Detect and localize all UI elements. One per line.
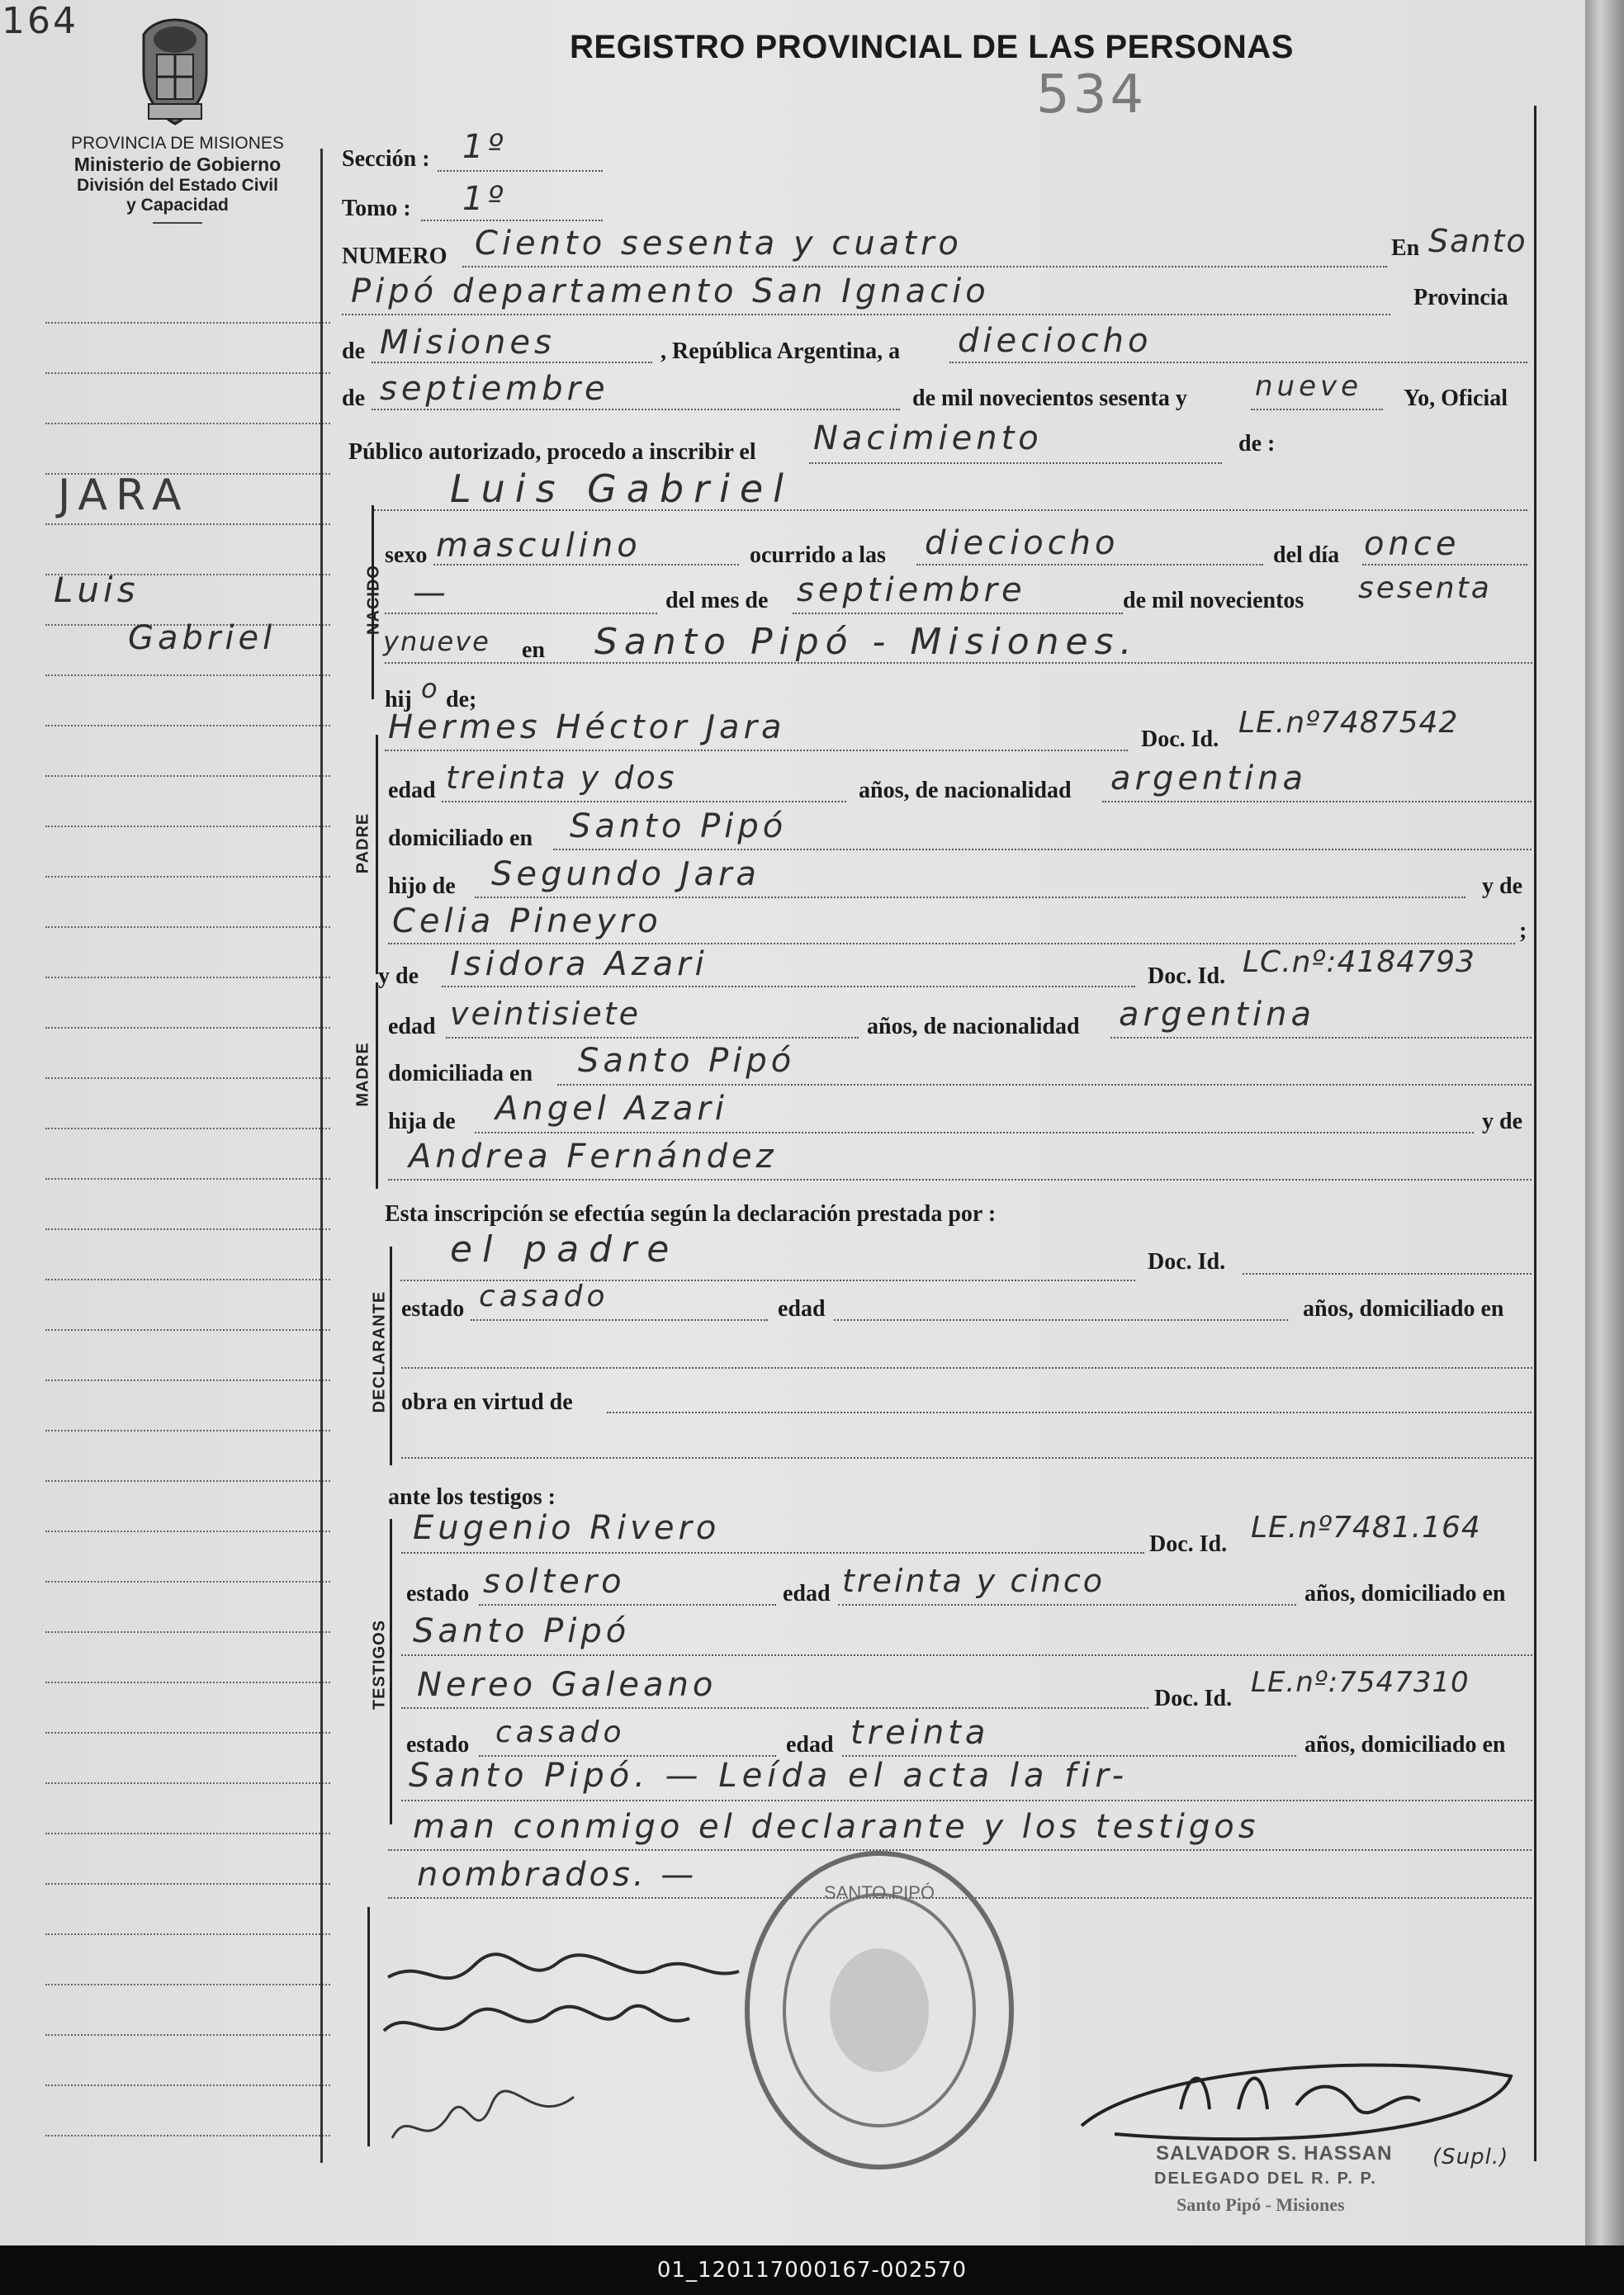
margin-rule bbox=[45, 1480, 330, 1482]
testigos-bracket bbox=[390, 1519, 392, 1824]
margin-rule bbox=[45, 2034, 330, 2036]
margin-rule bbox=[45, 1682, 330, 1683]
value-madre-edad: veintisiete bbox=[450, 996, 641, 1032]
label-numero: NUMERO bbox=[342, 244, 447, 269]
margin-surname: JARA bbox=[58, 471, 190, 520]
margin-rule bbox=[45, 1933, 330, 1935]
value-nombre: Luis Gabriel bbox=[450, 466, 793, 511]
margin-rule bbox=[45, 1178, 330, 1180]
label-declaracion: Esta inscripción se efectúa según la declaración prestada por : bbox=[385, 1201, 997, 1227]
label-edad-padre: edad bbox=[388, 778, 436, 803]
value-testigo1-doc: LE.nº7481.164 bbox=[1251, 1511, 1481, 1545]
value-sexo: masculino bbox=[436, 527, 642, 565]
value-anio: sesenta bbox=[1358, 571, 1492, 605]
label-republica: , República Argentina, a bbox=[660, 338, 901, 364]
label-hija-de: hija de bbox=[388, 1109, 456, 1134]
page-edge bbox=[1585, 0, 1624, 2245]
margin-rule bbox=[45, 1883, 330, 1885]
label-del-dia: del día bbox=[1273, 542, 1340, 568]
value-padre-dom: Santo Pipó bbox=[570, 807, 788, 845]
value-lugar-nac: Santo Pipó - Misiones. bbox=[594, 621, 1139, 663]
margin-rule bbox=[45, 1631, 330, 1633]
value-guion: — bbox=[413, 574, 450, 612]
label-edad-testigo2: edad bbox=[786, 1732, 834, 1758]
label-edad-declarante: edad bbox=[778, 1296, 826, 1322]
label-dom-madre: domiciliada en bbox=[388, 1061, 533, 1086]
value-padre-edad: treinta y dos bbox=[446, 759, 677, 796]
margin-rule bbox=[45, 1782, 330, 1784]
label-doc-padre: Doc. Id. bbox=[1141, 726, 1219, 752]
margin-rule bbox=[45, 725, 330, 726]
issuer-division: División del Estado Civil bbox=[77, 176, 278, 195]
label-de-semi: de; bbox=[446, 687, 477, 712]
official-title: DELEGADO DEL R. P. P. bbox=[1154, 2170, 1377, 2188]
official-seal-icon bbox=[735, 1841, 1024, 2179]
value-testigo2-doc: LE.nº:7547310 bbox=[1251, 1666, 1470, 1699]
margin-rule bbox=[45, 1379, 330, 1381]
value-padre-nac: argentina bbox=[1110, 759, 1307, 797]
margin-rule bbox=[45, 674, 330, 676]
value-testigo1-dom: Santo Pipó bbox=[413, 1612, 631, 1650]
margin-rule bbox=[45, 1984, 330, 1985]
value-provincia: Misiones bbox=[380, 324, 556, 362]
seal-inner-text: SANTO PIPÓ bbox=[823, 1882, 935, 1903]
label-en: En bbox=[1391, 235, 1420, 261]
value-madre-nombre: Isidora Azari bbox=[450, 945, 708, 983]
value-cierre-2: man conmigo el declarante y los testigos bbox=[413, 1808, 1260, 1846]
label-anos-nac-madre: años, de nacionalidad bbox=[867, 1014, 1080, 1039]
value-hijo-sufijo: o bbox=[421, 673, 442, 704]
signature-bracket bbox=[367, 1907, 370, 2146]
value-anio-acta: nueve bbox=[1255, 370, 1363, 403]
value-dia-acta: dieciocho bbox=[958, 322, 1153, 360]
margin-rule bbox=[45, 372, 330, 374]
margin-rule bbox=[45, 1077, 330, 1079]
label-estado-testigo2: estado bbox=[406, 1732, 470, 1758]
margin-rule bbox=[45, 2135, 330, 2136]
margin-rule bbox=[45, 876, 330, 878]
value-testigo1: Eugenio Rivero bbox=[413, 1509, 721, 1547]
label-hijo-de-padre: hijo de bbox=[388, 873, 456, 899]
margin-rule bbox=[45, 775, 330, 777]
official-name: SALVADOR S. HASSAN bbox=[1156, 2142, 1393, 2165]
section-testigos: TESTIGOS bbox=[370, 1619, 389, 1711]
issuer-ministry: Ministerio de Gobierno bbox=[73, 154, 282, 175]
value-anio-2: ynueve bbox=[383, 626, 490, 657]
value-madre-padre: Angel Azari bbox=[495, 1090, 728, 1128]
label-del-mes: del mes de bbox=[665, 588, 769, 613]
value-testigo2-edad: treinta bbox=[850, 1714, 990, 1752]
label-oficial: Yo, Oficial bbox=[1404, 386, 1508, 411]
margin-rule bbox=[45, 1027, 330, 1029]
margin-rule bbox=[45, 1833, 330, 1834]
margin-given-2: Gabriel bbox=[128, 619, 277, 657]
value-testigo1-estado: soltero bbox=[483, 1563, 626, 1601]
label-punto-coma: ; bbox=[1519, 918, 1527, 944]
value-declarante: el padre bbox=[450, 1228, 679, 1271]
official-note: (Supl.) bbox=[1432, 2145, 1509, 2170]
margin-rule bbox=[45, 1430, 330, 1431]
margin-rule bbox=[45, 926, 330, 928]
label-anos-dom-testigo2: años, domiciliado en bbox=[1304, 1732, 1506, 1758]
margin-rule bbox=[45, 1329, 330, 1331]
label-testigos: ante los testigos : bbox=[388, 1484, 556, 1510]
value-cierre-1: Santo Pipó. — Leída el acta la fir- bbox=[409, 1757, 1129, 1795]
official-place: Santo Pipó - Misiones bbox=[1177, 2194, 1345, 2215]
value-testigo2-estado: casado bbox=[495, 1715, 626, 1749]
issuer-block bbox=[37, 134, 318, 224]
label-de-1: de bbox=[342, 338, 365, 364]
value-seccion: 1º bbox=[462, 128, 508, 166]
value-madre-madre: Andrea Fernández bbox=[409, 1138, 778, 1176]
value-mes: septiembre bbox=[797, 571, 1026, 609]
padre-bracket bbox=[376, 735, 378, 974]
label-seccion: Sección : bbox=[342, 146, 430, 172]
value-testigo2: Nereo Galeano bbox=[417, 1666, 717, 1704]
value-madre-nac: argentina bbox=[1119, 996, 1315, 1034]
label-doc-declarante: Doc. Id. bbox=[1148, 1249, 1226, 1275]
section-declarante: DECLARANTE bbox=[370, 1290, 389, 1413]
label-doc-madre: Doc. Id. bbox=[1148, 963, 1226, 989]
label-publico: Público autorizado, procedo a inscribir el bbox=[348, 439, 756, 465]
section-madre: MADRE bbox=[353, 1042, 372, 1107]
label-de-colon: de : bbox=[1238, 431, 1276, 457]
issuer-capacity: y Capacidad bbox=[126, 196, 229, 215]
declarante-bracket bbox=[390, 1247, 392, 1465]
value-hora: dieciocho bbox=[925, 524, 1120, 562]
label-anos-nac-padre: años, de nacionalidad bbox=[859, 778, 1072, 803]
image-footer-id: 01_120117000167-002570 bbox=[0, 2245, 1624, 2295]
value-padre-nombre: Hermes Héctor Jara bbox=[388, 708, 786, 746]
label-y-de-madre: y de bbox=[378, 963, 419, 989]
label-estado-testigo1: estado bbox=[406, 1581, 470, 1606]
value-madre-doc: LC.nº:4184793 bbox=[1243, 945, 1475, 979]
margin-rule bbox=[45, 2084, 330, 2086]
label-edad-testigo1: edad bbox=[783, 1581, 831, 1606]
label-de-2: de bbox=[342, 386, 365, 411]
value-mes-acta: septiembre bbox=[380, 370, 609, 408]
label-mil2: de mil novecientos bbox=[1123, 588, 1304, 613]
margin-rule bbox=[45, 1581, 330, 1583]
margin-rule bbox=[45, 1279, 330, 1280]
right-border bbox=[1534, 106, 1536, 2161]
coat-of-arms-icon bbox=[124, 15, 227, 130]
label-anos-dom-testigo1: años, domiciliado en bbox=[1304, 1581, 1506, 1606]
value-madre-dom: Santo Pipó bbox=[578, 1042, 796, 1080]
label-ocurrido: ocurrido a las bbox=[750, 542, 886, 568]
value-declarante-estado: casado bbox=[479, 1280, 609, 1313]
value-padre-madre: Celia Pineyro bbox=[392, 902, 662, 940]
signatures-icon bbox=[376, 1940, 788, 2188]
margin-rule bbox=[45, 1128, 330, 1129]
value-padre-doc: LE.nº7487542 bbox=[1238, 706, 1459, 740]
margin-rule bbox=[45, 1732, 330, 1734]
value-en-lugar: Santo bbox=[1428, 223, 1527, 259]
label-tomo: Tomo : bbox=[342, 196, 411, 221]
stamp-number: 534 bbox=[1036, 64, 1148, 125]
margin-rule bbox=[45, 826, 330, 827]
value-padre-padre: Segundo Jara bbox=[491, 855, 760, 893]
label-anos-dom-declarante: años, domiciliado en bbox=[1303, 1296, 1504, 1322]
label-edad-madre: edad bbox=[388, 1014, 436, 1039]
value-cierre-3: nombrados. — bbox=[417, 1856, 698, 1894]
value-lugar-2: Pipó departamento San Ignacio bbox=[351, 272, 990, 310]
value-tomo: 1º bbox=[462, 180, 508, 218]
value-testigo1-edad: treinta y cinco bbox=[842, 1563, 1106, 1599]
margin-rule bbox=[45, 977, 330, 978]
margin-rule bbox=[45, 523, 330, 525]
value-acto: Nacimiento bbox=[813, 419, 1043, 457]
margin-rule bbox=[45, 423, 330, 424]
label-obra: obra en virtud de bbox=[401, 1389, 573, 1415]
label-doc-testigo1: Doc. Id. bbox=[1149, 1531, 1228, 1557]
label-y-de-padre: y de bbox=[1482, 873, 1522, 899]
margin-rule bbox=[45, 1228, 330, 1230]
section-nacido: NACIDO bbox=[364, 565, 383, 635]
label-mil: de mil novecientos sesenta y bbox=[912, 386, 1187, 411]
label-hijo: hij bbox=[385, 687, 412, 712]
margin-given-1: Luis bbox=[54, 570, 140, 610]
label-estado-declarante: estado bbox=[401, 1296, 465, 1322]
value-numero: Ciento sesenta y cuatro bbox=[475, 225, 963, 263]
label-doc-testigo2: Doc. Id. bbox=[1154, 1686, 1233, 1711]
value-dia: once bbox=[1364, 525, 1461, 563]
margin-divider bbox=[320, 149, 323, 2163]
page-number: 164 bbox=[2, 0, 78, 42]
issuer-province: PROVINCIA DE MISIONES bbox=[71, 134, 284, 153]
label-y-de-madre2: y de bbox=[1482, 1109, 1522, 1134]
margin-rule bbox=[45, 1531, 330, 1532]
label-dom-padre: domiciliado en bbox=[388, 826, 533, 851]
section-padre: PADRE bbox=[353, 812, 372, 874]
margin-rule bbox=[45, 322, 330, 324]
label-provincia: Provincia bbox=[1413, 285, 1508, 310]
label-en2: en bbox=[522, 637, 545, 663]
document-title: REGISTRO PROVINCIAL DE LAS PERSONAS bbox=[570, 29, 1294, 65]
madre-bracket bbox=[376, 982, 378, 1189]
label-sexo: sexo bbox=[385, 542, 428, 568]
